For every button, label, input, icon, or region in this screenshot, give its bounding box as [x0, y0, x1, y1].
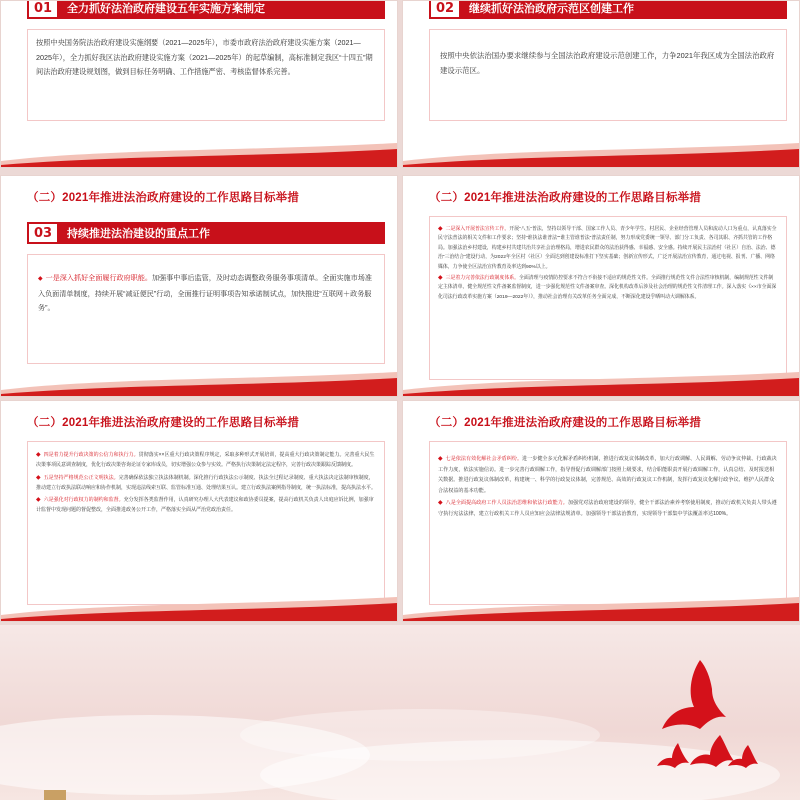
slide-5	[0, 400, 398, 622]
highlight-text: 五是坚持严格规范公正文明执法。	[43, 474, 119, 481]
item-2	[438, 274, 778, 302]
highlight-text: 四是着力提升行政决策的公信力和执行力。	[43, 452, 139, 458]
content-box	[429, 441, 787, 605]
slide-4	[402, 175, 800, 397]
bullet-icon: ◆	[36, 474, 41, 481]
bullet-icon: ◆	[438, 226, 443, 232]
slide-3	[0, 175, 398, 397]
item-2	[438, 498, 778, 519]
item-1	[438, 225, 778, 272]
highlight-text: 三是着力完善依法行政制度体系。	[445, 276, 519, 282]
item-3	[36, 495, 376, 516]
heading-number: 02	[429, 0, 461, 19]
content-box	[27, 29, 385, 121]
decorative-wave	[403, 595, 799, 621]
body-text-main: 加强事中事后监管，及时动态调整政务服务事项清单。全面实施市场准入负面清单制度，持续开展“减证便民”行动，全面推行证明事项告知承诺制试点，加快推进“互联网＋政务服务”。	[38, 274, 372, 312]
heading-title: 全力抓好法治政府建设五年实施方案制定	[67, 3, 265, 15]
item-1	[438, 454, 778, 496]
heading-bar-3	[27, 222, 385, 244]
content-box	[429, 29, 787, 121]
bullet-icon: ◆	[38, 276, 43, 282]
section-title: （二）2021年推进法治政府建设的工作思路目标举措	[429, 417, 702, 429]
heading-bar-1	[27, 0, 385, 19]
item-1	[36, 450, 376, 471]
item-body: 开展“八五”普法，坚持以领导干部、国家工作人员、青少年学生、村居民、企业经营管理人员和流动人口为重点，认真落实全民守法普法的相关文件和工作要求；坚持“谁执法谁普法”“谁主管谁普法”普法责任制，努力形成党委统一领导、部门分工负责、各司其职、齐抓共管的工作格局。加强法治乡村建设，构建乡村共建共治共享社会治理格局，增进农民群众的法治获得感、幸福感、安全感。持续开展民主法治村（社区）自治、法治、德治“三治结合”建设行动，为2022年全区村（社区）全面达到创建设标准打下坚实基础；创新宣传形式，广泛开展法治宣传教育，通过电视、报刊、广播、网络媒体，力争使全区法治宣传教育及率达到90%以上。	[438, 227, 777, 270]
section-title: （二）2021年推进法治政府建设的工作思路目标举措	[27, 192, 300, 204]
decorative-wave	[403, 370, 799, 396]
heading-title: 持续推进法治建设的重点工作	[67, 228, 210, 240]
body-text: 按照中央国务院法治政府建设实施纲要（2021—2025年），市委市政府法治政府建设实施方案（2021—2025年），全力抓好我区法治政府建设实施方案（2021—2025年）的起草编制，高标准制定我区“十四五”期间法治政府建设规划图，做到目标任务明确、工作措施严密、考核监督体系完善。	[36, 38, 373, 76]
dove-icon	[662, 660, 726, 729]
heading-number: 01	[27, 0, 59, 19]
highlight-text: 七是依法有效化解社会矛盾纠纷。	[445, 456, 523, 462]
bullet-icon: ◆	[36, 497, 41, 504]
item-body: 进一步健全多元化解矛盾纠纷机制，推进行政复议体制改革，加大行政调解、人民调解、劳动争议仲裁、行政裁决工作力度，依法实施信访。进一步完善行政调解工作，指导督促行政调解部门按照上级要求，结合职能职责开展行政调解工作，认真总结、及时报送相关数据。推进行政复议体制改革，构建统一、科学的行政复议体制，完善规范、高效的行政复议工作机制，发挥行政复议化解行政争议、维护人民群众合法权益的基本功能。	[438, 456, 777, 494]
highlight-text: 八是全面提高政府工作人员法治思维和依法行政能力。	[445, 500, 568, 507]
body-text: 按照中央依法治国办要求继续参与全国法治政府建设示范创建工作，力争2021年我区成为全国法治政府建设示范区。	[440, 51, 775, 75]
content-box	[27, 254, 385, 364]
item-2	[36, 473, 376, 494]
section-title: （二）2021年推进法治政府建设的工作思路目标举措	[429, 192, 702, 204]
cloud-icon	[240, 709, 600, 761]
item-body: 充分发挥各类监督作用，认真研究办理人大代表建议和政协委员提案，提高行政机关负责人出庭应诉比例，加强审计监督中发现问题的督促整改，全面推进政务公开工作，严格落实全面从严治党政治责任。	[36, 497, 374, 514]
heading-number: 03	[27, 222, 59, 244]
decorative-wave	[1, 141, 397, 167]
heading-bar-2	[429, 0, 787, 19]
item-body: 贯彻落实××区重大行政决策程序规定，采取多种形式开展培训，提高重大行政决策制定能力。完善重大民生决策事项民意调查制度，优化行政决策咨询论证专家库成员，切实增强公众参与实效。严格执行决策制定法定程序，完善行政决策跟踪反馈制度。	[36, 452, 375, 469]
bullet-icon: ◆	[438, 275, 443, 282]
content-box	[27, 441, 385, 605]
heading-title: 继续抓好法治政府示范区创建工作	[469, 3, 634, 15]
item-body: 完善确保依法独立执法体制机制。深化推行行政执法公示制度、执法全过程记录制度、重大执法决定法制审核制度，推动建立行政执法联动响应和协作机制，实现违法线索互联、监管标准互通、处理结果互认。建立行政执法案例指导制度，统一执法标准，提高执法水平。	[36, 474, 377, 491]
body-text	[38, 271, 374, 316]
bullet-icon: ◆	[438, 456, 443, 462]
section-title: （二）2021年推进法治政府建设的工作思路目标举措	[27, 417, 300, 429]
slide-6	[402, 400, 800, 622]
decorative-wave	[403, 141, 799, 167]
bottom-decoration	[0, 625, 800, 800]
gold-ornament-icon	[44, 790, 66, 800]
decorative-wave	[1, 595, 397, 621]
highlight-text: 一是深入抓好全面履行政府职能。	[45, 274, 153, 282]
slide-2	[402, 0, 800, 168]
content-box	[429, 216, 787, 380]
item-body: 加强党对法治政府建设的领导，健全干部法治素养考察使用制度，推动行政机关负责人带头遵守执行宪法法律，建立行政机关工作人员应知应会法律法规清单。加强领导干部法治教育，实现领导干部集中学法覆盖率达100%。	[438, 500, 777, 517]
bullet-icon: ◆	[36, 452, 41, 458]
bullet-icon: ◆	[438, 500, 443, 507]
slide-1	[0, 0, 398, 168]
decorative-wave	[1, 370, 397, 396]
highlight-text: 六是强化对行政权力的制约和监督。	[43, 497, 124, 504]
item-body: 全面清理与疫情防控要求不符合不衔接不适应的规范性文件。全面推行规范性文件合法性审核机制，编制规范性文件制定主体清单，健全规范性文件备案监督制度，进一步强化规范性文件备案审查。深化机构改革后涉及社会治理的规范性文件清理工作。深入落实《××市全面深化司法行政改革实施方案（2019—2022年）》，推动社会治理有关改革任务全面完成，不断深化建设乎晒叫动大调解体系。	[438, 276, 777, 300]
highlight-text: 二是深入开展普法宣传工作。	[445, 227, 510, 232]
